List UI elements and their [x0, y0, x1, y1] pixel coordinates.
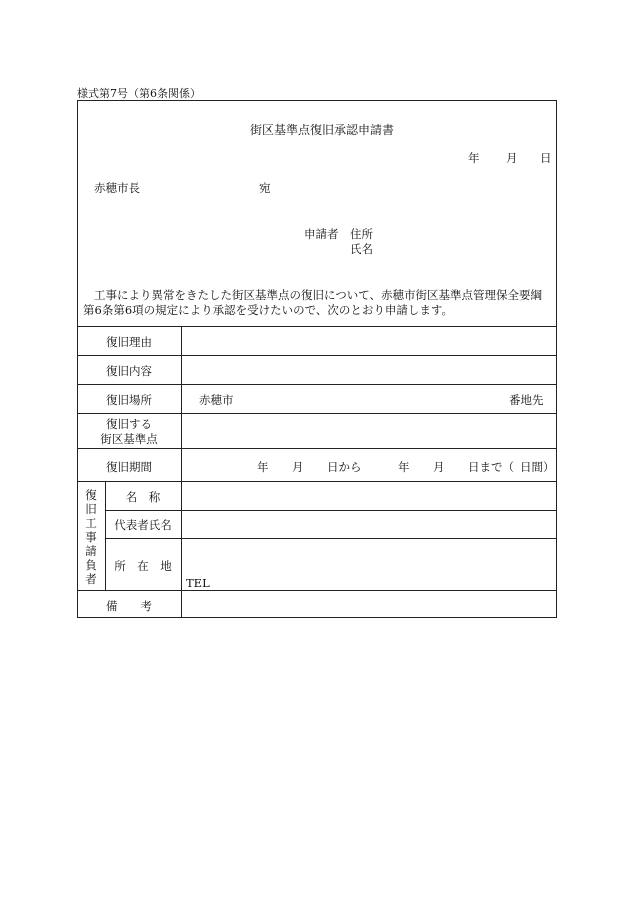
form-reference: 様式第7号（第6条関係）: [77, 87, 201, 100]
remarks-label: 備 考: [106, 599, 152, 613]
vertical-char: 旧: [85, 502, 97, 516]
applicant-label: 申請者: [304, 227, 339, 241]
location-city: 赤穂市: [199, 393, 234, 407]
contractor-rep-label: 代表者氏名: [114, 518, 172, 532]
applicant-address-label[interactable]: 住所: [350, 227, 373, 241]
addressee-suffix: 宛: [259, 181, 271, 195]
period-days[interactable]: 日間）: [520, 460, 555, 474]
contractor-tel-label: TEL: [186, 576, 210, 590]
point-label-line1: 復旧する: [106, 417, 152, 431]
contractor-vertical-label: [77, 488, 105, 586]
applicant-name-label[interactable]: 氏名: [350, 242, 373, 256]
point-field[interactable]: [182, 414, 556, 448]
vertical-char: 者: [85, 572, 97, 586]
contractor-name-label: 名 称: [125, 490, 161, 504]
period-end-month[interactable]: 月: [433, 460, 445, 474]
row-divider: [77, 448, 557, 449]
vertical-char: 負: [85, 558, 97, 572]
content-label: 復旧内容: [106, 364, 152, 378]
date-year[interactable]: 年: [468, 151, 480, 165]
row-divider: [105, 538, 557, 539]
period-start-day[interactable]: 日から: [327, 460, 362, 474]
vertical-char: 復: [85, 488, 97, 502]
content-field[interactable]: [182, 356, 556, 384]
location-suffix: 番地先: [509, 393, 544, 407]
row-divider: [77, 384, 557, 385]
location-label: 復旧場所: [106, 393, 152, 407]
body-text-line2: 第6条第6項の規定により承認を受けたいので、次のとおり申請します。: [83, 303, 453, 317]
reason-field[interactable]: [182, 327, 556, 355]
period-start-year[interactable]: 年: [257, 460, 269, 474]
addressee-mayor: 赤穂市長: [94, 181, 140, 195]
contractor-rep-field[interactable]: [182, 511, 556, 538]
vertical-char: 事: [85, 530, 97, 544]
period-label: 復旧期間: [106, 460, 152, 474]
form-title: 街区基準点復旧承認申請書: [250, 123, 395, 137]
date-month[interactable]: 月: [506, 151, 518, 165]
body-text-line1: 工事により異常をきたした街区基準点の復旧について、赤穂市街区基準点管理保全要綱: [94, 288, 543, 302]
date-day[interactable]: 日: [540, 151, 552, 165]
period-start-month[interactable]: 月: [292, 460, 304, 474]
contractor-name-field[interactable]: [182, 482, 556, 510]
period-end-day[interactable]: 日まで（: [468, 460, 514, 474]
point-label-line2: 街区基準点: [100, 432, 158, 446]
vertical-char: 請: [85, 544, 97, 558]
reason-label: 復旧理由: [106, 335, 152, 349]
remarks-field[interactable]: [182, 591, 556, 617]
vertical-char: 工: [85, 516, 97, 530]
contractor-address-label: 所 在 地: [114, 559, 172, 573]
period-end-year[interactable]: 年: [398, 460, 410, 474]
